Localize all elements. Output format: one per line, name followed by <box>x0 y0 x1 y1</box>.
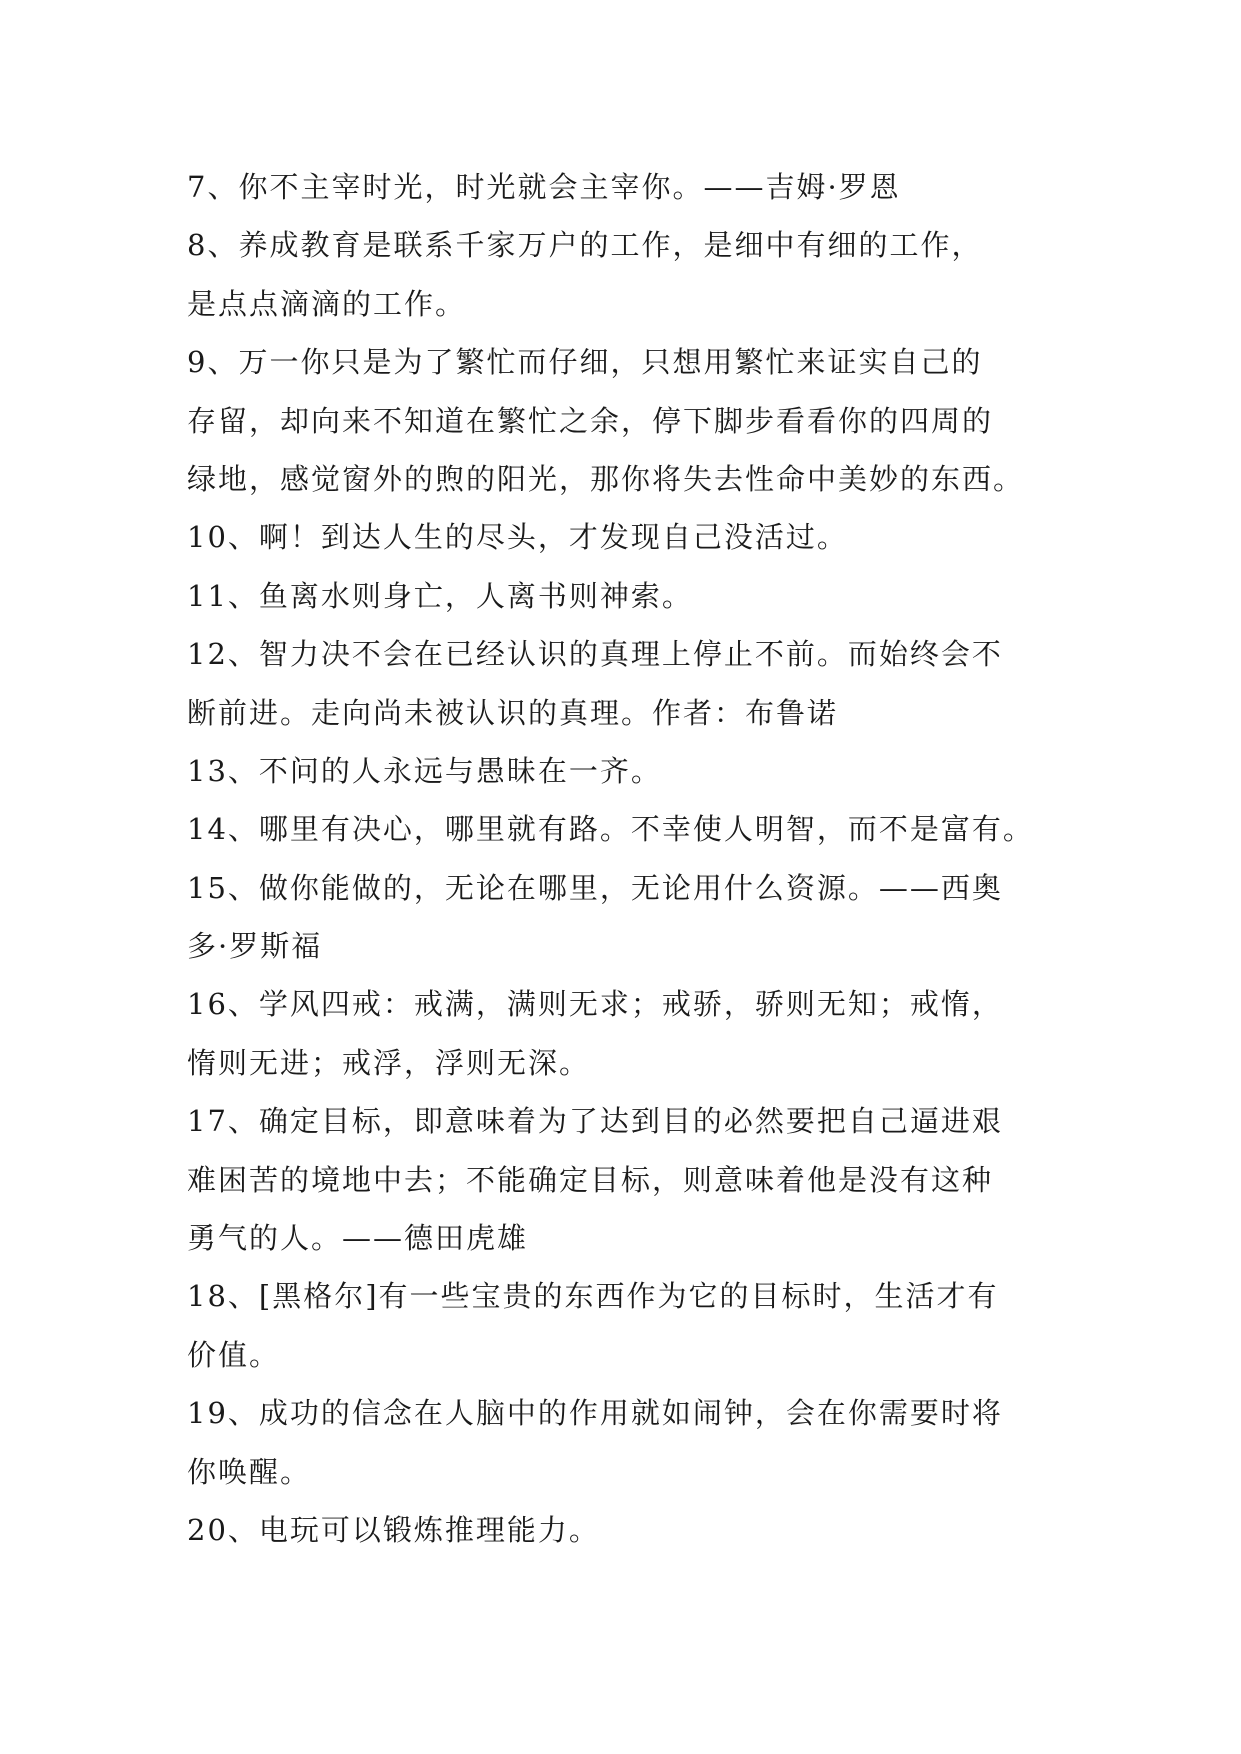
quote-9-line-1: 9、万一你只是为了繁忙而仔细，只想用繁忙来证实自己的 <box>187 345 983 380</box>
quote-15-line-1: 15、做你能做的，无论在哪里，无论用什么资源。——西奥 <box>187 870 1003 905</box>
quote-17-line-2: 难困苦的境地中去；不能确定目标，则意味着他是没有这种 <box>187 1162 994 1197</box>
quote-19-line-2: 你唤醒。 <box>187 1454 312 1489</box>
quote-13-line-1: 13、不问的人永远与愚昧在一齐。 <box>187 753 662 788</box>
quote-16-line-1: 16、学风四戒：戒满，满则无求；戒骄，骄则无知；戒惰， <box>187 987 1003 1022</box>
quote-18-line-1: 18、[黑格尔]有一些宝贵的东西作为它的目标时，生活才有 <box>187 1279 999 1314</box>
quote-8-line-1: 8、养成教育是联系千家万户的工作，是细中有细的工作， <box>187 228 983 263</box>
quote-8-line-2: 是点点滴滴的工作。 <box>187 286 467 321</box>
quote-9-line-3: 绿地，感觉窗外的煦的阳光，那你将失去性命中美妙的东西。 <box>187 461 1025 496</box>
quote-11-line-1: 11、鱼离水则身亡，人离书则神索。 <box>187 578 693 613</box>
quote-10-line-1: 10、啊！到达人生的尽头，才发现自己没活过。 <box>187 520 848 555</box>
quote-12-line-2: 断前进。走向尚未被认识的真理。作者：布鲁诺 <box>187 695 839 730</box>
quote-14-line-1: 14、哪里有决心，哪里就有路。不幸使人明智，而不是富有。 <box>187 812 1034 847</box>
quote-20-line-1: 20、电玩可以锻炼推理能力。 <box>187 1512 600 1547</box>
quote-18-line-2: 价值。 <box>187 1337 281 1372</box>
quote-15-line-2: 多·罗斯福 <box>187 929 323 964</box>
quote-list <box>187 158 1067 1559</box>
quote-16-line-2: 惰则无进；戒浮，浮则无深。 <box>187 1045 591 1080</box>
quote-12-line-1: 12、智力决不会在已经认识的真理上停止不前。而始终会不 <box>187 637 1003 672</box>
quote-17-line-1: 17、确定目标，即意味着为了达到目的必然要把自己逼进艰 <box>187 1104 1003 1139</box>
quote-7-line-1: 7、你不主宰时光，时光就会主宰你。——吉姆·罗恩 <box>187 170 901 204</box>
quote-9-line-2: 存留，却向来不知道在繁忙之余，停下脚步看看你的四周的 <box>187 403 994 438</box>
quote-19-line-1: 19、成功的信念在人脑中的作用就如闹钟，会在你需要时将 <box>187 1396 1003 1431</box>
quote-17-line-3: 勇气的人。——德田虎雄 <box>187 1221 529 1256</box>
